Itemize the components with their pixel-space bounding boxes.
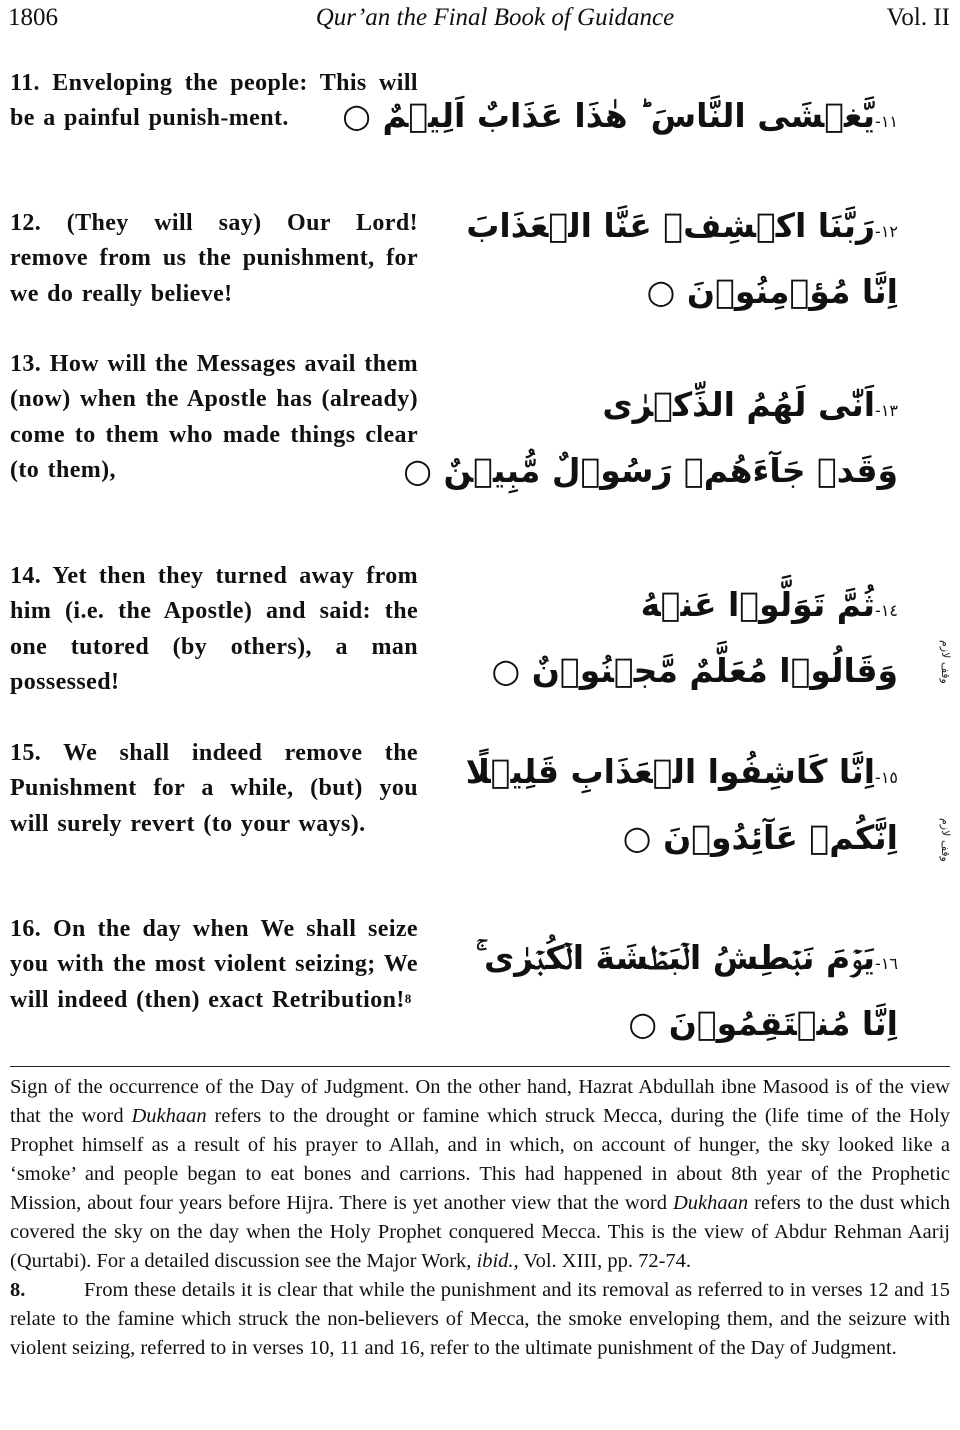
verse-12-translation — [10, 206, 418, 312]
footnote-divider — [10, 1066, 950, 1067]
arabic-verse-number: ١٤- — [875, 601, 898, 620]
arabic-line — [342, 86, 898, 152]
verse-text: 14. Yet then they turned away from him (i.e. the Apostle) and said: the one tutored (by others), a man possessed! — [10, 563, 418, 695]
footnote-text: refers to the drought or famine which struck Mecca, during the (life time of the Holy Prophet himself as a result of his prayer to Allah, and in which, on account of hunger, the sky looked like a ‘smoke’ and people began to eat bones and carrions. This had happened in about 8th year of the Prophetic Mission, about four years before Hijra. There is yet another view that the word — [10, 1105, 951, 1214]
arabic-verse-number: ١١- — [875, 112, 898, 131]
footnote-text: Sign of the occurrence of the Day of Judgment. On the other hand, Hazrat Abdullah ibne Masood is of the view that the word — [10, 1076, 950, 1127]
verse-16-translation — [10, 912, 418, 1018]
arabic-line — [465, 742, 898, 808]
volume-label: Vol. II — [886, 4, 950, 31]
verse-text: 13. How will the Messages avail them (now) when the Apostle has (already) come to them who made things clear (to them), — [10, 351, 418, 483]
running-title: Qur’an the Final Book of Guidance — [315, 4, 675, 31]
footnote-continuation — [10, 1073, 950, 1276]
verse-16-arabic — [475, 928, 898, 1054]
footnote-number: 8. — [10, 1279, 26, 1301]
verse-text: 16. On the day when We shall seize you with the most violent seizing; We will indeed (then) exact Retribution! — [10, 916, 418, 1013]
arabic-line — [466, 196, 898, 262]
footnote-italic-term: ibid., — [476, 1250, 519, 1272]
footnote-italic-term: Dukhaan — [131, 1105, 207, 1127]
arabic-line — [478, 575, 898, 641]
arabic-text: اِنَّكُمۡ عَآئِدُوۡنَ ○ — [622, 818, 898, 857]
arabic-line — [478, 375, 898, 441]
arabic-line — [403, 441, 898, 501]
arabic-text: اِنَّا كَاشِفُوا الۡعَذَابِ قَلِيۡلًا — [465, 752, 876, 791]
verse-text: 12. (They will say) Our Lord! remove from us the punishment, for we do really believe! — [10, 210, 418, 307]
waqf-lazim-mark: وقف لازم — [939, 818, 952, 862]
footnote-reference[interactable]: 8 — [404, 990, 412, 1006]
footnote-text: From these details it is clear that while the punishment and its removal as referred to in verses 12 and 15 relate to the famine which struck the non-believers of Mecca, the smoke enveloping them, and the seizure with violent seizing, referred to in verses 10, 11 and 16, refer to the ultimate punishment of the Day of Judgment. — [10, 1279, 950, 1359]
arabic-line — [478, 994, 898, 1054]
arabic-verse-number: ١٣- — [875, 401, 898, 420]
verse-14-arabic — [478, 575, 898, 701]
arabic-text: وَقَدۡ جَآءَهُمۡ رَسُوۡلٌ مُّبِيۡنٌ ○ — [403, 451, 898, 490]
verse-11-arabic — [342, 86, 898, 152]
verse-text: 15. We shall indeed remove the Punishment for a while, (but) you will surely revert (to your ways). — [10, 740, 418, 837]
arabic-text: اِنَّا مُؤۡمِنُوۡنَ ○ — [646, 272, 898, 311]
arabic-line — [478, 808, 898, 868]
arabic-text: ثُمَّ تَوَلَّوۡا عَنۡهُ — [640, 585, 876, 624]
page-header — [0, 0, 960, 40]
verse-14-translation — [10, 559, 418, 700]
footnotes — [10, 1073, 950, 1363]
verse-15-translation — [10, 736, 418, 842]
verse-13-arabic — [403, 375, 898, 501]
arabic-line — [475, 928, 898, 994]
page-number: 1806 — [8, 4, 58, 31]
arabic-text: رَبَّنَا اكۡشِفۡ عَنَّا الۡعَذَابَ — [466, 206, 876, 245]
arabic-text: يَوۡمَ نَبۡطِشُ الۡبَطۡشَةَ الۡكُبۡرٰى ۚ — [475, 938, 876, 977]
arabic-verse-number: ١٥- — [875, 768, 898, 787]
arabic-line — [478, 262, 898, 322]
footnote-text: Vol. XIII, pp. 72-74. — [518, 1250, 692, 1272]
arabic-verse-number: ١٢- — [875, 222, 898, 241]
verse-text: 11. Enveloping the people: This will be a painful punish-ment. — [10, 70, 418, 132]
arabic-text: وَقَالُوۡا مُعَلَّمٌ مَّجۡنُوۡنٌ ○ — [491, 651, 898, 690]
footnote-text: refers to the dust which covered the sky on the day when the Holy Prophet conquered Mecca. This is the view of Abdur Rehman Aarij (Qurtabi). For a detailed discussion see the Major Work, — [10, 1192, 951, 1272]
arabic-text: اَنّٰى لَهُمُ الذِّكۡرٰى — [602, 385, 876, 424]
arabic-text: يَّغۡشَى النَّاسَ ؕ هٰذَا عَذَابٌ اَلِيۡمٌ ○ — [342, 96, 876, 135]
verse-13-translation — [10, 347, 418, 488]
verse-12-arabic — [466, 196, 898, 322]
footnote-italic-term: Dukhaan — [672, 1192, 749, 1214]
footnote-8 — [10, 1276, 950, 1363]
arabic-text: اِنَّا مُنۡتَقِمُوۡنَ ○ — [628, 1004, 898, 1043]
arabic-line — [478, 641, 898, 701]
verse-15-arabic — [465, 742, 898, 868]
waqf-lazim-mark: وقف لازم — [939, 640, 952, 684]
arabic-verse-number: ١٦- — [875, 954, 898, 973]
